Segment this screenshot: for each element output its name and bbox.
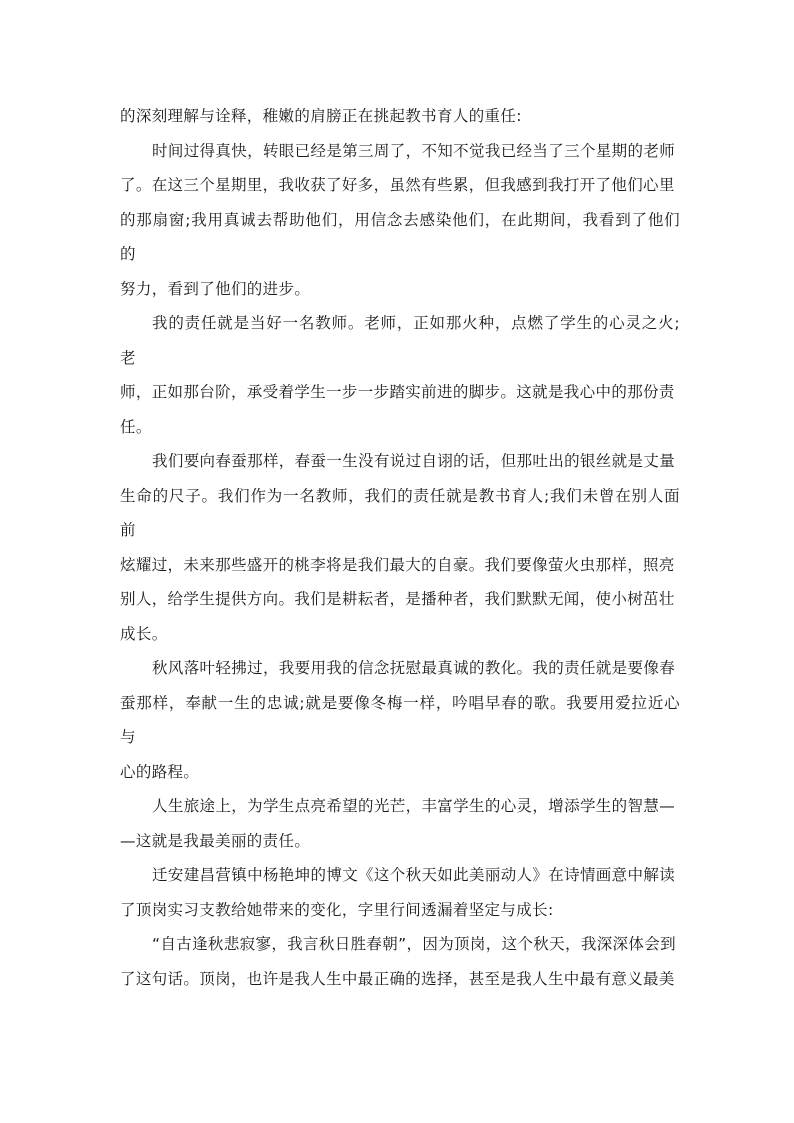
text-line: “自古逢秋悲寂寥，我言秋日胜春朝”，因为顶岗，这个秋天，我深深体会到	[152, 935, 676, 953]
text-line: 努力，看到了他们的进步。	[120, 279, 311, 298]
paragraph	[120, 651, 680, 789]
text-line: 了。在这三个星期里，我收获了好多，虽然有些累，但我感到我打开了他们心里	[120, 176, 675, 194]
text-line: 心的路程。	[120, 762, 200, 781]
paragraph	[120, 858, 680, 927]
text-line: 生命的尺子。我们作为一名教师，我们的责任就是教书育人;我们未曾在别人面前	[120, 486, 680, 539]
document-body	[120, 99, 680, 996]
text-line: 蚕那样，奉献一生的忠诚;就是要像冬梅一样，吟唱早春的歌。我要用爱拉近心与	[120, 693, 680, 746]
text-line: 了这句话。顶岗，也许是我人生中最正确的选择，甚至是我人生中最有意义最美	[120, 969, 675, 988]
text-line: 我的责任就是当好一名教师。老师，正如那火种，点燃了学生的心灵之火;老	[120, 314, 680, 367]
text-line: 时间过得真快，转眼已经是第三周了，不知不觉我已经当了三个星期的老师	[152, 141, 676, 160]
text-line: 了顶岗实习支教给她带来的变化，字里行间透漏着坚定与成长:	[120, 900, 554, 919]
text-line: 师，正如那台阶，承受着学生一步一步踏实前进的脚步。这就是我心中的那份责	[120, 383, 675, 401]
text-line: 成长。	[120, 624, 168, 643]
paragraph	[120, 306, 680, 444]
text-line: 我们要向春蚕那样，春蚕一生没有说过自诩的话，但那吐出的银丝就是丈量	[152, 452, 676, 470]
text-line: —这就是我最美丽的责任。	[120, 831, 311, 850]
paragraph	[120, 99, 680, 134]
paragraph	[120, 927, 680, 996]
text-line: 迁安建昌营镇中杨艳坤的博文《这个秋天如此美丽动人》在诗情画意中解读	[152, 866, 676, 884]
text-line: 人生旅途上，为学生点亮希望的光芒，丰富学生的心灵，增添学生的智慧—	[152, 797, 676, 815]
text-line: 任。	[120, 417, 152, 436]
paragraph	[120, 789, 680, 858]
paragraph	[120, 444, 680, 651]
text-line: 的那扇窗;我用真诚去帮助他们，用信念去感染他们，在此期间，我看到了他们的	[120, 210, 680, 263]
text-line: 别人，给学生提供方向。我们是耕耘者，是播种者，我们默默无闻，使小树茁壮	[120, 590, 675, 608]
paragraph	[120, 134, 680, 307]
text-line: 炫耀过，未来那些盛开的桃李将是我们最大的自豪。我们要像萤火虫那样，照亮	[120, 555, 675, 574]
text-line: 的深刻理解与诠释，稚嫩的肩膀正在挑起教书育人的重任:	[120, 107, 522, 125]
text-line: 秋风落叶轻拂过，我要用我的信念抚慰最真诚的教化。我的责任就是要像春	[152, 659, 676, 677]
